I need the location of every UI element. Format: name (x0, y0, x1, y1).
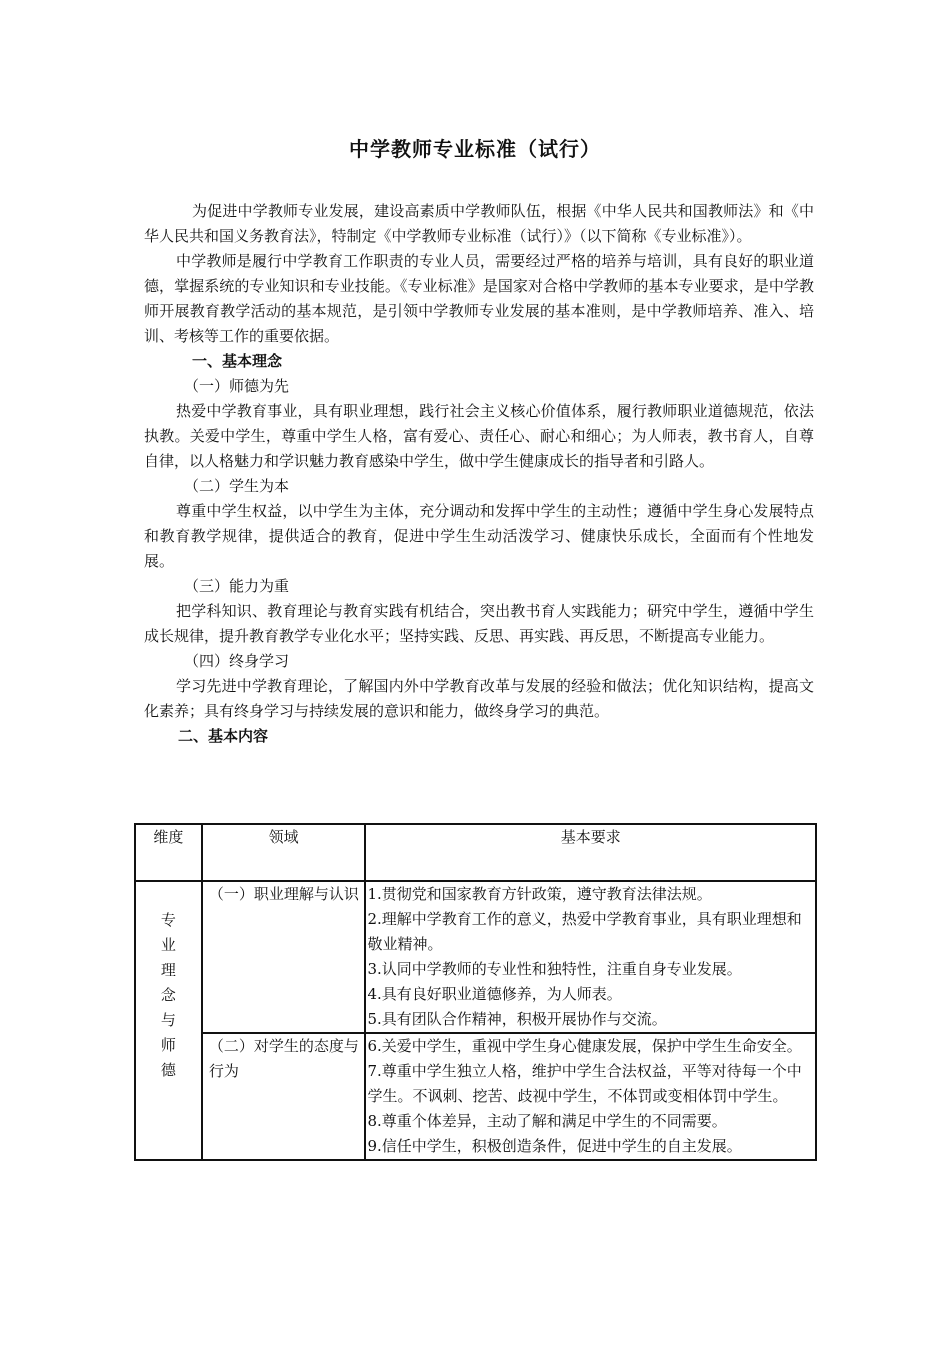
dimension-char: 业 (160, 936, 176, 954)
standards-table (134, 823, 817, 1161)
intro-paragraph-2: 中学教师是履行中学教育工作职责的专业人员，需要经过严格的培养与培训，具有良好的职业道德，掌握系统的专业知识和专业技能。《专业标准》是国家对合格中学教师的基本专业要求，是中学教师开展教育教学活动的基本规范，是引领中学教师专业发展的基本准则，是中学教师培养、准入、培训、考核等工作的重要依据。 (144, 252, 814, 345)
dimension-cell (135, 881, 202, 1160)
intro-paragraph-1: 为促进中学教师专业发展，建设高素质中学教师队伍，根据《中华人民共和国教师法》和《中华人民共和国义务教育法》，特制定《中学教师专业标准（试行）》（以下简称《专业标准》）。 (144, 202, 814, 245)
requirement-item: 7.尊重中学生独立人格，维护中学生合法权益，平等对待每一个中学生。不讽刺、挖苦、歧视中学生，不体罚或变相体罚中学生。 (367, 1062, 802, 1105)
header-area: 领域 (202, 824, 366, 881)
requirement-item: 6.关爱中学生，重视中学生身心健康发展，保护中学生生命安全。 (367, 1037, 802, 1055)
requirement-item: 8.尊重个体差异，主动了解和满足中学生的不同需要。 (367, 1112, 727, 1130)
subsection-text: 尊重中学生权益，以中学生为主体，充分调动和发挥中学生的主动性；遵循中学生身心发展特点和教育教学规律，提供适合的教育，促进中学生生动活泼学习、健康快乐成长，全面而有个性地发展。 (144, 502, 814, 570)
table-row (135, 881, 816, 1033)
subsection-text: 热爱中学教育事业，具有职业理想，践行社会主义核心价值体系，履行教师职业道德规范，依法执教。关爱中学生，尊重中学生人格，富有爱心、责任心、耐心和细心；为人师表，教书育人，自尊自律，以人格魅力和学识魅力教育感染中学生，做中学生健康成长的指导者和引路人。 (144, 402, 814, 470)
header-requirements: 基本要求 (365, 824, 816, 881)
subsection-text: 把学科知识、教育理论与教育实践有机结合，突出教书育人实践能力；研究中学生，遵循中学生成长规律，提升教育教学专业化水平；坚持实践、反思、再实践、再反思，不断提高专业能力。 (144, 602, 814, 645)
subsection-heading: （一）师德为先 (184, 377, 290, 395)
requirement-item: 5.具有团队合作精神，积极开展协作与交流。 (367, 1010, 667, 1028)
dimension-char: 与 (160, 1011, 176, 1029)
requirements-cell (365, 881, 816, 1033)
section-1-heading: 一、基本理念 (192, 352, 283, 370)
area-cell: （二）对学生的态度与行为 (202, 1033, 366, 1160)
requirement-item: 3.认同中学教师的专业性和独特性，注重自身专业发展。 (367, 960, 742, 978)
section-2-heading: 二、基本内容 (178, 727, 269, 745)
area-cell: （一）职业理解与认识 (202, 881, 366, 1033)
subsection-text: 学习先进中学教育理论，了解国内外中学教育改革与发展的经验和做法；优化知识结构，提高文化素养；具有终身学习与持续发展的意识和能力，做终身学习的典范。 (144, 677, 814, 720)
page-title: 中学教师专业标准（试行） (349, 137, 601, 161)
requirement-item: 4.具有良好职业道德修养，为人师表。 (367, 985, 622, 1003)
subsection-heading: （二）学生为本 (184, 477, 290, 495)
requirements-cell (365, 1033, 816, 1160)
dimension-char: 念 (160, 986, 176, 1004)
requirement-item: 2.理解中学教育工作的意义，热爱中学教育事业，具有职业理想和敬业精神。 (367, 910, 802, 953)
header-dimension: 维度 (135, 824, 202, 881)
dimension-char: 理 (160, 961, 176, 979)
document-body (144, 199, 814, 749)
dimension-char: 专 (160, 911, 176, 929)
subsection-heading: （四）终身学习 (184, 652, 290, 670)
subsection-heading: （三）能力为重 (184, 577, 290, 595)
dimension-char: 师 (160, 1036, 176, 1054)
requirement-item: 1.贯彻党和国家教育方针政策，遵守教育法律法规。 (367, 885, 712, 903)
dimension-char: 德 (160, 1061, 176, 1079)
table-header-row (135, 824, 816, 881)
table-row (135, 1033, 816, 1160)
requirement-item: 9.信任中学生，积极创造条件，促进中学生的自主发展。 (367, 1137, 742, 1155)
